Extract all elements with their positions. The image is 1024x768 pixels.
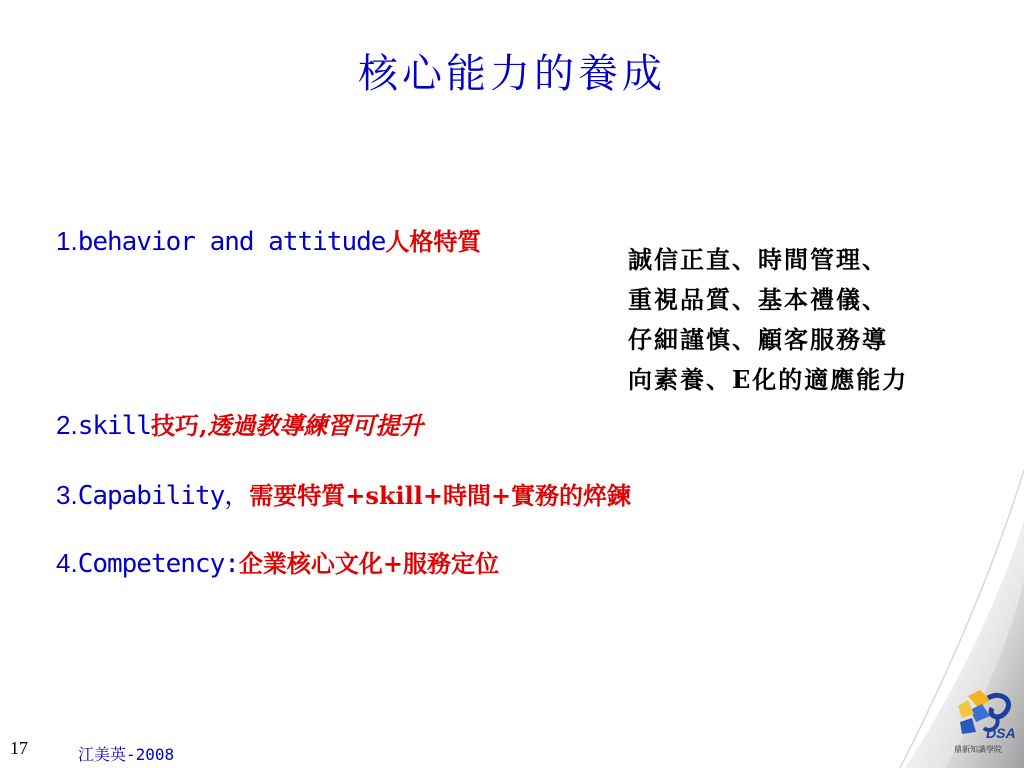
point-1: [56, 222, 481, 257]
point-2: [56, 406, 423, 441]
point-1-chinese: 人格特質: [385, 227, 482, 256]
author-footer: 江美英-2008: [78, 745, 175, 764]
point-2-number: 2.: [56, 410, 78, 440]
point-3: [56, 475, 631, 512]
point-4-chinese: 企業核心文化+服務定位: [238, 549, 499, 578]
point-3-number: 3.: [56, 480, 78, 510]
side-note-line-4: 向素養、E化的適應能力: [628, 365, 909, 394]
side-note-line-1: 誠信正直、時間管理、: [628, 245, 888, 274]
point-4: [56, 544, 499, 579]
side-note: [628, 240, 988, 400]
point-3-english: Capability，: [77, 481, 250, 511]
point-4-english: Competency:: [77, 549, 239, 579]
svg-text:DSA: DSA: [986, 725, 1016, 741]
point-4-number: 4.: [56, 548, 78, 578]
dsa-logo-icon: [940, 686, 1024, 768]
side-note-line-2: 重視品質、基本禮儀、: [628, 285, 888, 314]
point-1-number: 1.: [56, 226, 78, 256]
logo-caption: 鼎新知識學院: [954, 745, 1002, 754]
point-2-chinese-b: 透過教導練習可提升: [207, 411, 424, 440]
point-2-chinese-a: 技巧,: [150, 411, 208, 440]
point-3-chinese: 需要特質+skill+時間+實務的焠鍊: [249, 481, 632, 510]
point-2-english: skill: [77, 411, 151, 441]
slide-title: 核心能力的養成: [358, 51, 666, 97]
point-1-english: behavior and attitude: [77, 227, 386, 257]
page-number: 17: [10, 738, 28, 758]
side-note-line-3: 仔細謹慎、顧客服務導: [628, 325, 888, 354]
